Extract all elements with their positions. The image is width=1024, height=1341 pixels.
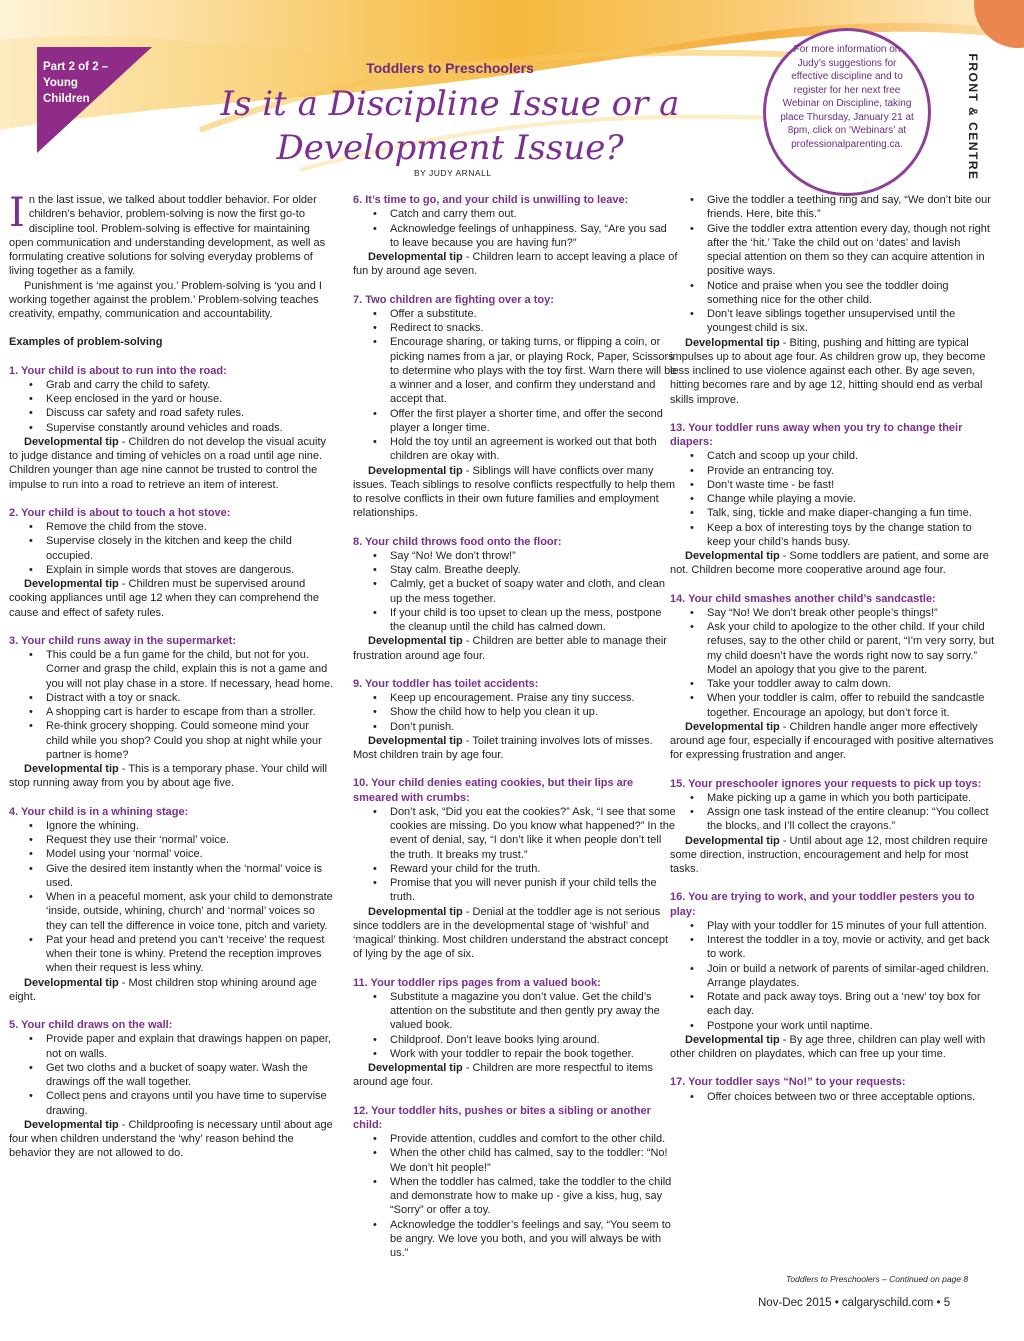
bullet-item: • Redirect to snacks.: [353, 321, 678, 335]
bullet-item: • Ignore the whining.: [9, 819, 334, 833]
bullet-item: • Offer choices between two or three acceptable options.: [670, 1090, 995, 1104]
tip-text: - Toilet training involves lots of misses. Most children train by age four.: [353, 734, 653, 761]
bullet-list: [353, 549, 678, 635]
bullet-item: • Don’t leave siblings together unsupervised until the youngest child is six.: [670, 307, 995, 336]
bullet-list: [9, 819, 334, 976]
tip-text: - Denial at the toddler age is not serious since toddlers are in the developmental stage of ‘wishful’ and ‘magical’ thinking. Most children understand the abstract concept of lying by the age of six.: [353, 905, 669, 961]
bullet-item: • When the toddler has calmed, take the toddler to the child and demonstrate how to make up - give a kiss, hug, say “Sorry” or offer a toy.: [353, 1175, 678, 1218]
developmental-tip: [670, 336, 995, 407]
bullet-item: • Talk, sing, tickle and make diaper-changing a fun time.: [670, 506, 995, 520]
bullet-item: • Request they use their ‘normal’ voice.: [9, 833, 334, 847]
bullet-item: • Collect pens and crayons until you have time to supervise drawing.: [9, 1089, 334, 1118]
byline: BY JUDY ARNALL: [414, 168, 492, 178]
section-5: [9, 1018, 334, 1161]
bullet-item: • Acknowledge feelings of unhappiness. Say, “Are you sad to leave because you are having fun?”: [353, 222, 678, 251]
bullet-list: [670, 606, 995, 720]
section-9: [353, 677, 678, 763]
bullet-item: • Play with your toddler for 15 minutes of your full attention.: [670, 919, 995, 933]
section-heading: 12. Your toddler hits, pushes or bites a sibling or another child:: [353, 1104, 651, 1131]
bullet-item: • Show the child how to help you clean it up.: [353, 705, 678, 719]
section-heading: 11. Your toddler rips pages from a valued book:: [353, 976, 601, 989]
bullet-item: • Substitute a magazine you don’t value. Get the child’s attention on the substitute and then gently pry away the valued book.: [353, 990, 678, 1033]
intro-paragraph: In the last issue, we talked about toddler behavior. For older children’s behavior, problem-solving is now the first go-to discipline tool. Problem-solving is effective for maintaining open communication and understanding development, as well as formulating creative solutions for solving everyday problems of living together as a family.: [9, 190, 326, 278]
section-heading: 13. Your toddler runs away when you try to change their diapers:: [670, 421, 963, 448]
developmental-tip: [353, 905, 678, 962]
bullet-list: [9, 1032, 334, 1118]
tip-text: - Children are better able to manage their frustration around age four.: [353, 635, 667, 662]
section-2: [9, 506, 334, 620]
bullet-item: • Say “No! We don’t throw!”: [353, 549, 678, 563]
developmental-tip: [670, 834, 995, 877]
section-17: [670, 1075, 995, 1104]
bullet-list: [670, 449, 995, 549]
bullet-item: • When your toddler is calm, offer to rebuild the sandcastle together. Encourage an apology, but don’t force it.: [670, 691, 995, 720]
bullet-item: • Assign one task instead of the entire cleanup: “You collect the blocks, and I’ll collect the crayons.”: [670, 805, 995, 834]
bullet-item: • Catch and scoop up your child.: [670, 449, 995, 463]
section-heading: 3. Your child runs away in the supermarket:: [9, 634, 236, 647]
bullet-item: • Acknowledge the toddler’s feelings and say, “You seem to be angry. We love you both, and you will always be with us.”: [353, 1218, 678, 1261]
tip-label: Developmental tip: [685, 1033, 780, 1046]
tip-text: - Children are more respectful to items around age four.: [353, 1062, 653, 1089]
tip-label: Developmental tip: [368, 1062, 463, 1074]
bullet-item: • Grab and carry the child to safety.: [9, 378, 334, 392]
bullet-item: • Say “No! We don’t break other people’s things!”: [670, 606, 995, 620]
tip-label: Developmental tip: [368, 464, 463, 477]
tip-text: - Childproofing is necessary until about age four when children understand the ‘why’ reason behind the behavior they are not allowed to do.: [9, 1118, 333, 1160]
bullet-item: • Encourage sharing, or taking turns, or flipping a coin, or picking names from a jar, or playing Rock, Paper, Scissors to determine who plays with the toy first. Warn there will be a winner and a loser, and confirm they understand and accept that.: [353, 335, 678, 406]
developmental-tip: [670, 720, 995, 763]
bullet-list: [9, 378, 334, 435]
bullet-item: • Give the toddler extra attention every day, though not right after the ‘hit.’ Take the child out on ‘dates’ and lavish special attention on them so they can acquire attention in positive ways.: [670, 222, 995, 279]
bullet-item: • Keep enclosed in the yard or house.: [9, 392, 334, 406]
bullet-item: • Give the toddler a teething ring and say, “We don’t bite our friends. Here, bite this.”: [670, 193, 995, 222]
section-heading: 5. Your child draws on the wall:: [9, 1019, 173, 1031]
tip-text: - This is a temporary phase. Your child will stop running away from you by about age five.: [9, 763, 328, 790]
tip-label: Developmental tip: [24, 1118, 119, 1131]
section-15: [670, 777, 995, 877]
developmental-tip: [353, 1061, 678, 1090]
section-heading: 7. Two children are fighting over a toy:: [353, 293, 554, 306]
tip-text: - Some toddlers are patient, and some are not. Children become more cooperative around age four.: [670, 550, 989, 577]
bullet-list: [353, 207, 678, 250]
bullet-item: • Reward your child for the truth.: [353, 862, 678, 876]
bullet-item: • Promise that you will never punish if your child tells the truth.: [353, 876, 678, 905]
bullet-item: • Change while playing a movie.: [670, 492, 995, 506]
tip-label: Developmental tip: [368, 734, 463, 747]
section-heading: 17. Your toddler says “No!” to your requests:: [670, 1076, 906, 1089]
bullet-list: [353, 990, 678, 1061]
developmental-tip: [353, 734, 678, 763]
section-8: [353, 535, 678, 663]
developmental-tip: [353, 634, 678, 663]
bullet-item: • Provide an entrancing toy.: [670, 464, 995, 478]
bullet-list: [353, 1132, 678, 1260]
bullet-list: [670, 791, 995, 834]
bullet-list: [353, 691, 678, 734]
bullet-item: • Join or build a network of parents of similar-aged children. Arrange playdates.: [670, 962, 995, 991]
section-heading: 15. Your preschooler ignores your requests to pick up toys:: [670, 777, 982, 790]
bullet-item: • Pat your head and pretend you can’t ‘receive’ the request when their tone is whiny. Pretend the reception improves when their request is less whiny.: [9, 933, 334, 976]
tip-label: Developmental tip: [368, 635, 463, 648]
bullet-item: • Discuss car safety and road safety rules.: [9, 406, 334, 420]
tip-label: Developmental tip: [24, 763, 119, 775]
article-column-1: [9, 190, 334, 1161]
developmental-tip: [9, 762, 334, 791]
section-10: [353, 776, 678, 961]
side-label-text: FRONT & CENTRE: [966, 53, 980, 181]
tip-text: - Children must be supervised around cooking appliances until age 12 when they can comprehend the cause and effect of safety rules.: [9, 578, 320, 619]
section-3: [9, 634, 334, 791]
section-heading: 8. Your child throws food onto the floor:: [353, 535, 562, 548]
bullet-item: • Supervise constantly around vehicles and roads.: [9, 421, 334, 435]
section-11: [353, 976, 678, 1090]
article-column-3: [670, 193, 995, 1104]
webinar-promo-circle: [763, 28, 931, 196]
developmental-tip: [9, 976, 334, 1005]
tip-text: - Children learn to accept leaving a place of fun by around age seven.: [353, 251, 678, 278]
bullet-item: • Distract with a toy or snack.: [9, 691, 334, 705]
bullet-item: • Catch and carry them out.: [353, 207, 678, 221]
category-label: Toddlers to Preschoolers: [366, 60, 534, 76]
tip-text: - Until about age 12, most children require some direction, instruction, encouragement and help for most tasks.: [670, 834, 988, 875]
section-heading: 9. Your toddler has toilet accidents:: [353, 677, 539, 690]
bullet-item: • Hold the toy until an agreement is worked out that both children are okay with.: [353, 435, 678, 464]
dropcap: I: [9, 190, 25, 236]
tip-label: Developmental tip: [368, 905, 463, 918]
bullet-item: • Offer the first player a shorter time, and offer the second player a longer time.: [353, 407, 678, 436]
bullet-list: [670, 193, 995, 336]
tip-label: Developmental tip: [685, 720, 780, 733]
tip-label: Developmental tip: [368, 251, 463, 263]
tip-label: Developmental tip: [24, 976, 119, 989]
bullet-item: • Calmly, get a bucket of soapy water and cloth, and clean up the mess together.: [353, 577, 678, 606]
section-12: [353, 1104, 678, 1261]
tip-text: - Biting, pushing and hitting are typical impulses up to about age four. As children grow up, they become less inclined to use violence against each other. By age seven, hitting becomes rare and by age 12, hitting should end as verbal skills improve.: [670, 336, 986, 406]
section-heading: 16. You are trying to work, and your toddler pesters you to play:: [670, 891, 975, 918]
bullet-item: • Don’t ask, “Did you eat the cookies?” Ask, “I see that some cookies are missing. Do you know what happened?” In the event of denial, say, “I don’t like it when people don’t tell the truth. It breaks my trust.”: [353, 805, 678, 862]
section-heading: 10. Your child denies eating cookies, but their lips are smeared with crumbs:: [353, 777, 634, 804]
tip-label: Developmental tip: [24, 435, 119, 448]
bullet-item: • Notice and praise when you see the toddler doing something nice for the other child.: [670, 279, 995, 308]
bullet-item: • Stay calm. Breathe deeply.: [353, 563, 678, 577]
section-heading: 14. Your child smashes another child’s sandcastle:: [670, 592, 936, 605]
section-7: [353, 293, 678, 521]
part-tag-text: Part 2 of 2 – Young Children: [43, 61, 109, 105]
developmental-tip: [353, 250, 678, 279]
tip-text: - Most children stop whining around age eight.: [9, 976, 317, 1003]
developmental-tip: [670, 1033, 995, 1062]
continued-note: Toddlers to Preschoolers – Continued on page 8: [786, 1274, 969, 1284]
bullet-item: • Postpone your work until naptime.: [670, 1019, 995, 1033]
section-12: [670, 193, 995, 407]
tip-text: - Children do not develop the visual acuity to judge distance and timing of vehicles on a road until age nine. Children younger than age nine cannot be trusted to control the impulse to run into a road to retrieve an item of interest.: [9, 435, 327, 491]
bullet-item: • Don’t waste time - be fast!: [670, 478, 995, 492]
intro-paragraph-2: Punishment is ‘me against you.’ Problem-solving is ‘you and I working together against the problem.’ Problem-solving teaches creativity, empathy, communication and accountability.: [9, 279, 322, 320]
bullet-item: • Give the desired item instantly when the ‘normal’ voice is used.: [9, 862, 334, 891]
bullet-item: • Take your toddler away to calm down.: [670, 677, 995, 691]
developmental-tip: [9, 1118, 334, 1161]
bullet-list: [9, 520, 334, 577]
bullet-item: • Don’t punish.: [353, 720, 678, 734]
tip-text: - By age three, children can play well with other children on playdates, which can free up your time.: [670, 1033, 986, 1060]
part-tag-badge: [37, 47, 152, 153]
developmental-tip: [9, 435, 334, 492]
section-4: [9, 805, 334, 1005]
bullet-list: [670, 1090, 995, 1104]
developmental-tip: [670, 549, 995, 578]
bullet-item: • Supervise closely in the kitchen and keep the child occupied.: [9, 534, 334, 563]
article-title: Is it a Discipline Issue or a Development Issue?: [220, 84, 680, 168]
developmental-tip: [353, 464, 678, 521]
bullet-item: • This could be a fun game for the child, but not for you. Corner and grasp the child, explain this is not a game and you will not play chase in a store. If necessary, head home.: [9, 648, 334, 691]
bullet-list: [353, 307, 678, 464]
developmental-tip: [9, 577, 334, 620]
bullet-item: • Make picking up a game in which you both participate.: [670, 791, 995, 805]
bullet-item: • A shopping cart is harder to escape from than a stroller.: [9, 705, 334, 719]
bullet-item: • Remove the child from the stove.: [9, 520, 334, 534]
examples-heading: Examples of problem-solving: [9, 336, 163, 349]
bullet-item: • Keep up encouragement. Praise any tiny success.: [353, 691, 678, 705]
bullet-item: • When in a peaceful moment, ask your child to demonstrate ‘inside, outside, whining, church’ and ‘normal’ voices so they can tell the difference in voice tone, pitch and variety.: [9, 890, 334, 933]
section-14: [670, 592, 995, 763]
bullet-item: • Explain in simple words that stoves are dangerous.: [9, 563, 334, 577]
section-heading: 2. Your child is about to touch a hot stove:: [9, 506, 231, 519]
article-column-2: [353, 193, 678, 1260]
page-footer: Nov-Dec 2015 • calgaryschild.com • 5: [758, 1297, 951, 1309]
tip-text: - Children handle anger more effectively around age four, especially if encouraged with positive alternatives for expressing frustration and anger.: [670, 720, 994, 762]
tip-label: Developmental tip: [685, 336, 780, 349]
tip-label: Developmental tip: [685, 550, 780, 562]
section-heading: 4. Your child is in a whining stage:: [9, 805, 189, 818]
bullet-item: • Interest the toddler in a toy, movie or activity, and get back to work.: [670, 933, 995, 962]
bullet-item: • If your child is too upset to clean up the mess, postpone the cleanup until the child has calmed down.: [353, 606, 678, 635]
bullet-item: • Provide attention, cuddles and comfort to the other child.: [353, 1132, 678, 1146]
section-heading: 1. Your child is about to run into the road:: [9, 364, 227, 377]
bullet-item: • When the other child has calmed, say to the toddler: “No! We don’t hit people!”: [353, 1146, 678, 1175]
section-heading: 6. It’s time to go, and your child is unwilling to leave:: [353, 194, 629, 206]
bullet-item: • Re-think grocery shopping. Could someone mind your child while you shop? Could you shop at night while your partner is home?: [9, 719, 334, 762]
webinar-promo-text: For more information on Judy’s suggestions for effective discipline and to register for her next free Webinar on Discipline, taking place Thursday, January 21 at 8pm, click on ‘Webinars’ at professionalparenting.ca.: [780, 44, 914, 150]
bullet-list: [353, 805, 678, 905]
bullet-item: • Keep a box of interesting toys by the change station to keep your child’s hands busy.: [670, 521, 995, 550]
bullet-list: [670, 919, 995, 1033]
bullet-item: • Model using your ‘normal’ voice.: [9, 847, 334, 861]
bullet-item: • Offer a substitute.: [353, 307, 678, 321]
bullet-list: [9, 648, 334, 762]
tip-label: Developmental tip: [24, 578, 119, 590]
bullet-item: • Get two cloths and a bucket of soapy water. Wash the drawings off the wall together.: [9, 1061, 334, 1090]
section-side-label: [958, 52, 988, 192]
bullet-item: • Rotate and pack away toys. Bring out a ‘new’ toy box for each day.: [670, 990, 995, 1019]
bullet-item: • Provide paper and explain that drawings happen on paper, not on walls.: [9, 1032, 334, 1061]
section-6: [353, 193, 678, 279]
section-16: [670, 890, 995, 1061]
section-13: [670, 421, 995, 578]
bullet-item: • Childproof. Don’t leave books lying around.: [353, 1033, 678, 1047]
section-1: [9, 364, 334, 492]
bullet-item: • Ask your child to apologize to the other child. If your child refuses, say to the other child or parent, “I’m very sorry, but my child doesn’t have the words right now to say sorry.” Model an apology that you give to the parent.: [670, 620, 995, 677]
tip-label: Developmental tip: [685, 834, 780, 847]
tip-text: - Siblings will have conflicts over many issues. Teach siblings to resolve conflicts respectfully to help them to resolve conflicts in their own future families and employment relationships.: [353, 464, 676, 520]
bullet-item: • Work with your toddler to repair the book together.: [353, 1047, 678, 1061]
